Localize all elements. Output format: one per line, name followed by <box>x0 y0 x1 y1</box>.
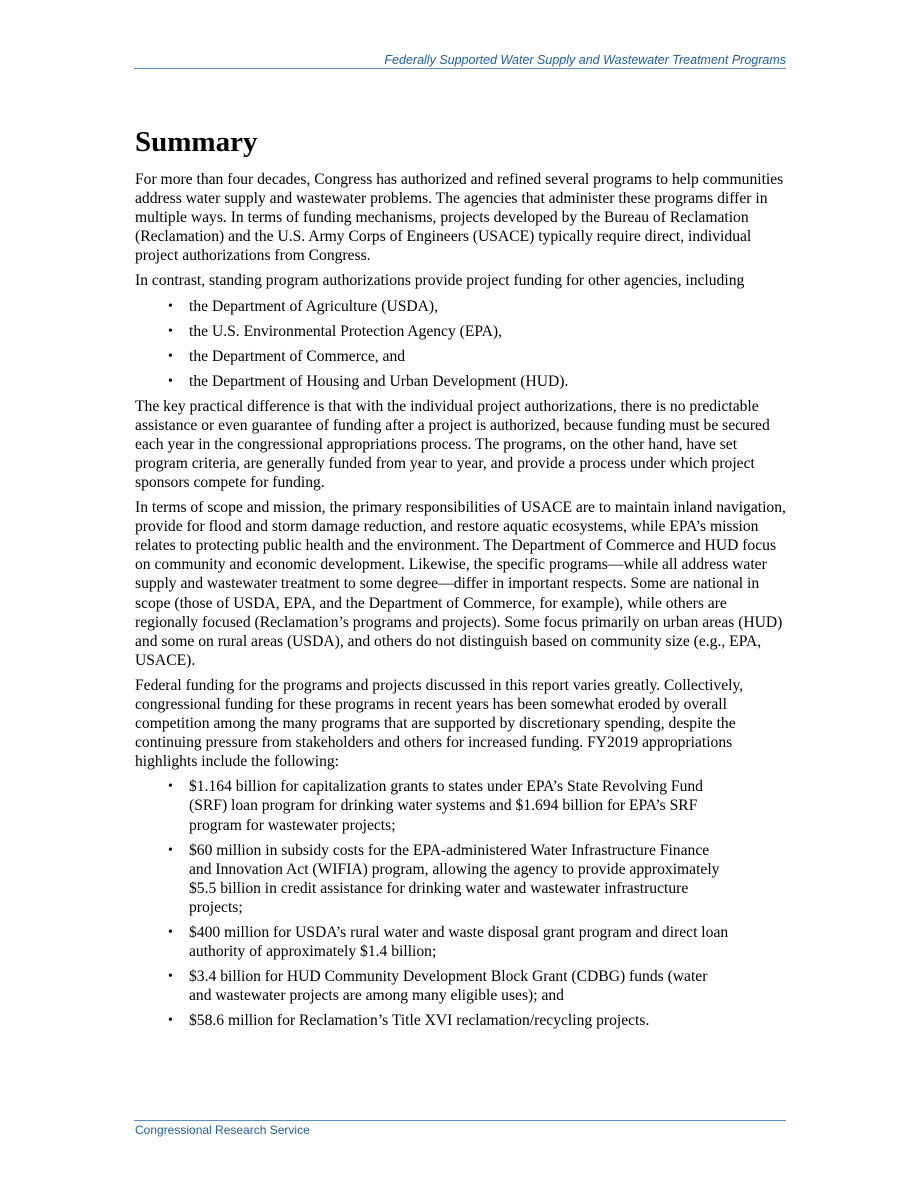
paragraph-intro: For more than four decades, Congress has authorized and refined several programs to help communities address water supply and wastewater problems. The agencies that administer these programs differ in multiple ways. In terms of funding mechanisms, projects developed by the Bureau of Reclamation (Reclamation) and the U.S. Army Corps of Engineers (USACE) typically require direct, individual project authorizations from Congress. <box>135 171 784 265</box>
list-item: • $1.164 billion for capitalization grants to states under EPA’s State Revolving Fund (SRF) loan program for drinking water systems and $1.694 billion for EPA’s SRF program for wastewater projects; <box>168 778 703 834</box>
list-item: • the Department of Commerce, and <box>168 347 406 365</box>
list-item: • $400 million for USDA’s rural water and waste disposal grant program and direct loan authority of approximately $1.4 billion; <box>168 923 729 960</box>
bullet-icon: • <box>168 373 173 389</box>
agency-list <box>135 297 790 391</box>
list-item: • $60 million in subsidy costs for the EPA-administered Water Infrastructure Finance and Innovation Act (WIFIA) program, allowing the agency to provide approximately $5.5 billion in credit assistance for drinking water and wastewater infrastructure projects; <box>168 841 720 916</box>
bullet-icon: • <box>168 968 173 984</box>
list-item: • $58.6 million for Reclamation’s Title XVI reclamation/recycling projects. <box>168 1011 650 1029</box>
paragraph-scope-mission: In terms of scope and mission, the primary responsibilities of USACE are to maintain inland navigation, provide for flood and storm damage reduction, and restore aquatic ecosystems, while EPA’s mission relates to protecting public health and the environment. The Department of Commerce and HUD focus on community and economic development. Likewise, the specific programs—while all address water supply and wastewater treatment to some degree—differ in important respects. Some are national in scope (those of USDA, EPA, and the Department of Commerce, for example), while others are regionally focused (Reclamation’s programs and projects). Some focus primarily on urban areas (HUD) and some on rural areas (USDA), and others do not distinguish based on community size (e.g., EPA, USACE). <box>135 499 786 669</box>
footer-divider <box>134 1120 786 1121</box>
highlights-list <box>135 777 790 1030</box>
bullet-icon: • <box>168 1012 173 1028</box>
bullet-icon: • <box>168 779 173 795</box>
list-item: • the Department of Housing and Urban Development (HUD). <box>168 372 569 390</box>
page-body <box>135 124 790 1036</box>
bullet-icon: • <box>168 842 173 858</box>
bullet-icon: • <box>168 924 173 940</box>
list-item: • $3.4 billion for HUD Community Development Block Grant (CDBG) funds (water and wastewater projects are among many eligible uses); and <box>168 967 708 1004</box>
section-heading: Summary <box>135 126 258 158</box>
running-header-title: Federally Supported Water Supply and Wastewater Treatment Programs <box>134 53 786 69</box>
paragraph-practical-difference: The key practical difference is that with the individual project authorizations, there is no predictable assistance or even guarantee of funding after a project is authorized, because funding must be secured each year in the congressional appropriations process. The programs, on the other hand, have set program criteria, are generally funded from year to year, and provide a process under which project sponsors compete for funding. <box>135 397 770 491</box>
list-item: • the Department of Agriculture (USDA), <box>168 297 438 315</box>
bullet-icon: • <box>168 323 173 339</box>
paragraph-standing-programs: In contrast, standing program authorizations provide project funding for other agencies, including <box>135 272 745 290</box>
footer-org: Congressional Research Service <box>135 1123 310 1137</box>
paragraph-federal-funding: Federal funding for the programs and projects discussed in this report varies greatly. Collectively, congressional funding for these programs in recent years has been somewhat eroded by overall competition among the many programs that are supported by discretionary spending, despite the continuing pressure from stakeholders and others for increased funding. FY2019 appropriations highlights include the following: <box>135 676 744 771</box>
list-item: • the U.S. Environmental Protection Agency (EPA), <box>168 322 502 340</box>
bullet-icon: • <box>168 298 173 314</box>
bullet-icon: • <box>168 348 173 364</box>
